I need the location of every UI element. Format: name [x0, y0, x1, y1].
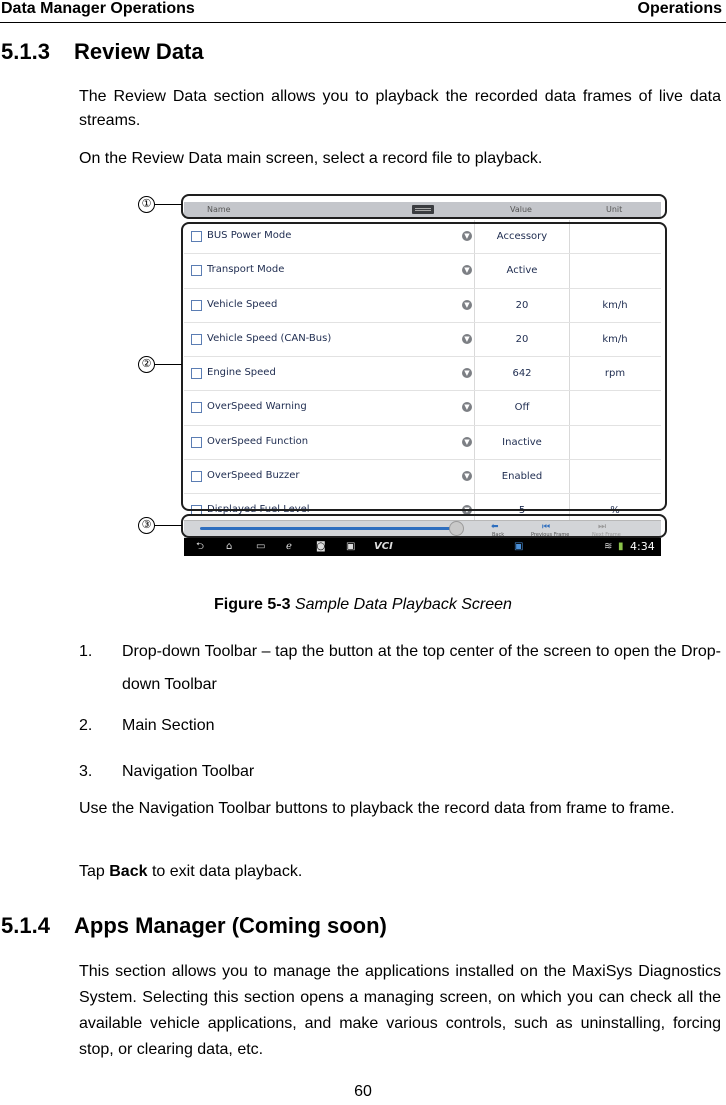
- paragraph-intro: The Review Data section allows you to playback the recorded data frames of live data streams.: [79, 88, 721, 129]
- callout-number-2: ②: [138, 356, 155, 373]
- tap-text-bold: Back: [109, 863, 148, 880]
- chevron-down-icon[interactable]: ▼: [462, 265, 472, 275]
- recent-apps-icon[interactable]: ▭: [256, 541, 266, 552]
- back-button-label[interactable]: Back: [492, 532, 505, 538]
- figure-caption: [0, 596, 726, 614]
- previous-frame-icon[interactable]: ⏮: [542, 522, 551, 532]
- back-icon[interactable]: ⮌: [196, 541, 205, 552]
- callout-frame-3: [181, 514, 667, 538]
- figure-playback-screen: [138, 188, 670, 568]
- chevron-down-icon[interactable]: ▼: [462, 505, 472, 515]
- row-unit: km/h: [602, 299, 628, 311]
- row-name: Vehicle Speed: [207, 298, 278, 310]
- next-frame-icon[interactable]: ⏭: [598, 522, 607, 532]
- row-unit: %: [610, 505, 620, 517]
- callout-line-3: [155, 525, 182, 526]
- row-unit: rpm: [604, 368, 626, 380]
- battery-icon: ▮: [618, 541, 624, 552]
- row-unit: km/h: [602, 333, 628, 345]
- list-number: 3.: [79, 763, 93, 780]
- list-number: 1.: [79, 643, 93, 660]
- home-icon[interactable]: ⌂: [226, 541, 233, 552]
- callout-line-2: [155, 364, 182, 365]
- row-name: Vehicle Speed (CAN-Bus): [207, 332, 332, 344]
- callout-number-3: ③: [138, 517, 155, 534]
- section-number: 5.1.3: [1, 39, 50, 64]
- chevron-down-icon[interactable]: ▼: [462, 231, 472, 241]
- chevron-down-icon[interactable]: ▼: [462, 402, 472, 412]
- browser-icon[interactable]: ℯ: [286, 541, 292, 552]
- callout-frame-2: [181, 222, 667, 511]
- paragraph-tap-back: [79, 860, 721, 884]
- row-name: OverSpeed Function: [207, 435, 309, 447]
- list-text: Navigation Toolbar: [122, 763, 255, 780]
- row-name: OverSpeed Buzzer: [207, 470, 300, 482]
- clock: 4:34: [630, 540, 655, 553]
- list-number: 2.: [79, 717, 93, 734]
- section-number: 5.1.4: [1, 913, 50, 938]
- vci-icon[interactable]: VCI: [374, 541, 393, 552]
- row-value: 5: [474, 494, 570, 527]
- tap-text-pre: Tap: [79, 863, 110, 880]
- row-value: Accessory: [474, 220, 570, 253]
- camera-icon[interactable]: ◙: [316, 541, 326, 552]
- row-value: Off: [474, 391, 570, 424]
- column-unit: Unit: [606, 205, 623, 214]
- callout-frame-1: [181, 194, 667, 219]
- callout-line-1: [155, 204, 182, 205]
- chevron-down-icon[interactable]: ▼: [462, 334, 472, 344]
- tap-text-post: to exit data playback.: [147, 863, 303, 880]
- row-value: Inactive: [474, 426, 570, 459]
- paragraph-navigation: Use the Navigation Toolbar buttons to playback the record data from frame to frame.: [79, 800, 675, 817]
- column-value: Value: [510, 205, 532, 214]
- section-title: Review Data: [74, 39, 204, 64]
- caption-text: Sample Data Playback Screen: [294, 596, 512, 613]
- chevron-down-icon[interactable]: ▼: [462, 437, 472, 447]
- chevron-down-icon[interactable]: ▼: [462, 300, 472, 310]
- notification-icon: ▣: [514, 541, 524, 552]
- caption-label: Figure 5-3: [214, 596, 291, 613]
- row-value: 642: [474, 357, 570, 390]
- header-right: Operations: [637, 0, 722, 17]
- row-name: Displayed Fuel Level: [207, 504, 310, 516]
- row-name: Engine Speed: [207, 367, 276, 379]
- row-value: Enabled: [474, 460, 570, 493]
- row-value: Active: [474, 254, 570, 287]
- list-text: Drop-down Toolbar – tap the button at the top center of the screen to open the Drop-down Toolbar: [122, 643, 721, 693]
- row-name: BUS Power Mode: [207, 230, 292, 241]
- paragraph-select-record: On the Review Data main screen, select a record file to playback.: [79, 150, 543, 167]
- section-heading-review-data: [1, 39, 204, 65]
- list-text: Main Section: [122, 717, 215, 734]
- chevron-down-icon[interactable]: ▼: [462, 471, 472, 481]
- wifi-icon: ≋: [604, 541, 613, 552]
- row-value: 20: [474, 289, 570, 322]
- column-name: Name: [207, 205, 231, 214]
- row-name: Transport Mode: [207, 264, 285, 276]
- previous-frame-label[interactable]: Previous Frame: [531, 532, 570, 538]
- row-value: 20: [474, 323, 570, 356]
- chevron-down-icon[interactable]: ▼: [462, 368, 472, 378]
- section-title: Apps Manager (Coming soon): [74, 913, 387, 938]
- back-arrow-icon[interactable]: ⬅: [491, 522, 499, 532]
- header-left: Data Manager Operations: [1, 0, 195, 17]
- paragraph-apps-manager: This section allows you to manage the applications installed on the MaxiSys Diagnostics System. Selecting this section opens a managing screen, on which you can check all the available vehicle applications, and make various controls, such as uninstalling, forcing stop, or clearing data, etc.: [79, 963, 721, 1058]
- callout-number-1: ①: [138, 196, 155, 213]
- system-bar: [184, 538, 661, 556]
- display-icon[interactable]: ▣: [346, 541, 356, 552]
- next-frame-label[interactable]: Next Frame: [592, 532, 621, 538]
- page-number: 60: [354, 1083, 372, 1100]
- page-header: [0, 0, 726, 23]
- row-name: OverSpeed Warning: [207, 401, 307, 413]
- section-heading-apps-manager: [1, 913, 387, 939]
